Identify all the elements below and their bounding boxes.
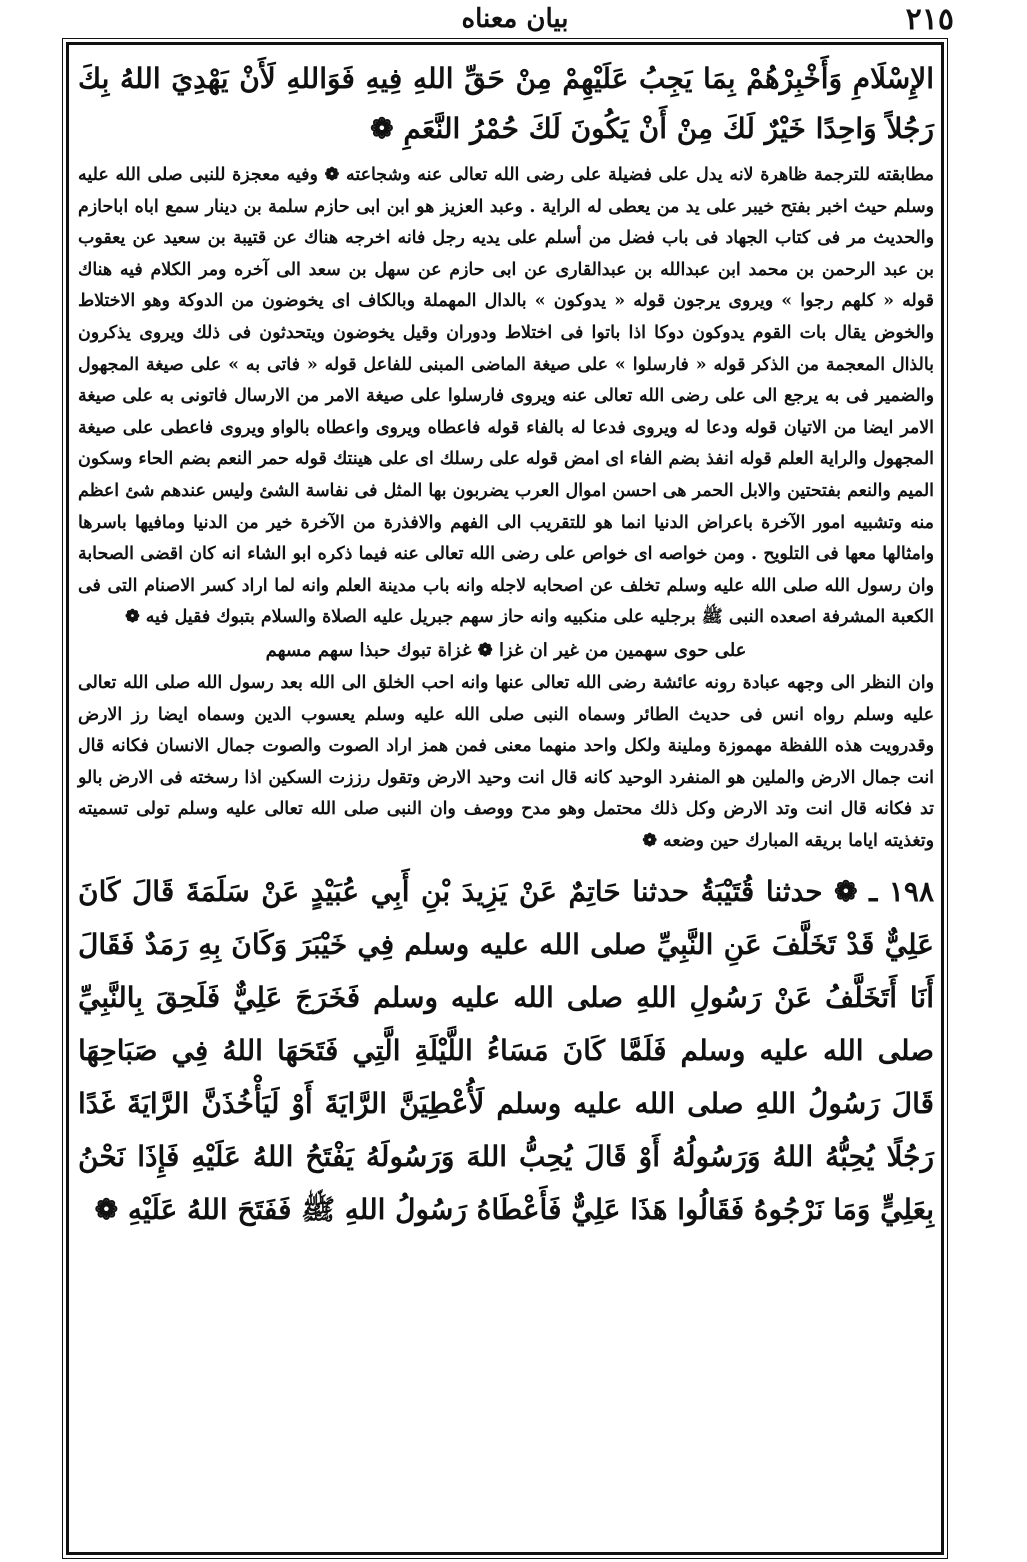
commentary-paragraph-2: وان النظر الى وجهه عبادة رونه عائشة رضى الله تعالى عنها وانه احب الخلق الى الله بعد رسول الله صلى الله تعالى عليه وسلم رواه انس فى حديث الطائر وسماه النبى صلى الله عليه وسلم يعسوب الدين وسماه ايضا رز الارض وقدرويت هذه اللفظة مهموزة وملينة ولكل واحد منهما معنى فمن همز اراد الصوت والصوت جمال الانسان فكانه قال انت جمال الارض والملين هو المنفرد الوحيد كانه قال انت وحيد الارض وتقول رززت السكين اذا رسخته فى الارض بالو تد فكانه قال انت وتد الارض وكل ذلك محتمل وهو مدح ووصف وان النبى صلى الله تعالى عليه وسلم تولى تسميته وتغذيته اياما بريقه المبارك حين وضعه ❁ (78, 672, 934, 851)
hadith-text-top: الإِسْلَامِ وَأَخْبِرْهُمْ بِمَا يَجِبُ عَلَيْهِمْ مِنْ حَقِّ اللهِ فِيهِ فَوَاللهِ لَأَنْ يَهْدِيَ اللهُ بِكَ رَجُلاً وَاحِدًا خَيْرٌ لَكَ مِنْ أَنْ يَكُونَ لَكَ حُمْرُ النَّعَمِ ❁ (78, 62, 934, 145)
page-title: بيان معناه (461, 4, 569, 34)
hadith-198-text: ١٩٨ ـ ❁ حدثنا قُتَيْبَةُ حدثنا حَاتِمٌ عَنْ يَزِيدَ بْنِ أَبِي عُبَيْدٍ عَنْ سَلَمَةَ قَالَ كَانَ عَلِيٌّ قَدْ تَخَلَّفَ عَنِ النَّبِيِّ صلى الله عليه وسلم فِي خَيْبَرَ وَكَانَ بِهِ رَمَدٌ فَقَالَ أَنَا أَتَخَلَّفُ عَنْ رَسُولِ اللهِ صلى الله عليه وسلم فَخَرَجَ عَلِيٌّ فَلَحِقَ بِالنَّبِيِّ صلى الله عليه وسلم فَلَمَّا كَانَ مَسَاءُ اللَّيْلَةِ الَّتِي فَتَحَهَا اللهُ فِي صَبَاحِهَا قَالَ رَسُولُ اللهِ صلى الله عليه وسلم لَأُعْطِيَنَّ الرَّايَةَ أَوْ لَيَأْخُذَنَّ الرَّايَةَ غَدًا رَجُلًا يُحِبُّهُ اللهُ وَرَسُولُهُ أَوْ قَالَ يُحِبُّ اللهَ وَرَسُولَهُ يَفْتَحُ اللهُ عَلَيْهِ فَإِذَا نَحْنُ بِعَلِيٍّ وَمَا نَرْجُوهُ فَقَالُوا هَذَا عَلِيٌّ فَأَعْطَاهُ رَسُولُ اللهِ ﷺ فَفَتَحَ اللهُ عَلَيْهِ ❁ (78, 875, 934, 1227)
commentary-paragraph-1: مطابقته للترجمة ظاهرة لانه يدل على فضيلة على رضى الله تعالى عنه وشجاعته ❁ وفيه معجزة للنبى صلى الله عليه وسلم حيث اخبر بفتح خيبر على يد من يعطى له الراية . وعبد العزيز هو ابن ابى حازم سلمة بن دينار سمع اباه اباحازم والحديث مر فى كتاب الجهاد فى باب فضل من أسلم على يديه رجل فانه اخرجه هناك عن قتيبة بن سعيد عن يعقوب بن عبد الرحمن بن محمد ابن عبدالله بن عبدالقارى عن ابى حازم عن سهل بن سعد الى آخره ومر الكلام فيه هناك قوله « كلهم رجوا » ويروى يرجون قوله « يدوكون » بالدال المهملة وبالكاف اى يخوضون من الدوكة وهو الاختلاط والخوض يقال بات القوم يدوكون دوكا اذا باتوا فى اختلاط ودوران وقيل يخوضون ويتحدثون فى ذلك ويروى يذكرون بالذال المعجمة من الذكر قوله « فارسلوا » على صيغة الماضى المبنى للفاعل قوله « فاتى به » على صيغة المجهول والضمير فى به يرجع الى على رضى الله تعالى عنه ويروى فارسلوا على صيغة الامر من الارسال فاتونى به على صيغة الامر ايضا من الاتيان قوله ودعا له ويروى فدعا له بالفاء قوله فاعطاه ويروى واعطاه بالواو ويروى فاعطى على صيغة المجهول والراية العلم قوله انفذ بضم الفاء اى امض قوله على رسلك اى على هينتك قوله حمر النعم بضم الحاء وسكون الميم والنعم بفتحتين والابل الحمر هى احسن اموال العرب يضربون بها المثل فى نفاسة الشئ وليس عندهم شئ اعظم منه وتشبيه امور الآخرة باعراض الدنيا انما هو للتقريب الى الفهم والافذرة من الآخرة خير من الدنيا ومافيها باسرها وامثالها معها فى التلويح . ومن خواصه اى خواص على رضى الله تعالى عنه فيما ذكره ابو الشاء انه كان اقضى الصحابة وان رسول الله صلى الله عليه وسلم تخلف عن اصحابه لاجله وانه باب مدينة العلم وانه لما اراد كسر الاصنام التى فى الكعبة المشرفة اصعده النبى ﷺ برجليه على منكبيه وانه حاز سهم جبريل عليه الصلاة والسلام بتبوك فقيل فيه ❁ (78, 165, 934, 628)
page-header (40, 2, 990, 38)
poem-verse: على حوى سهمين من غير ان غزا ❁ غزاة تبوك حبذا سهم مسهم (265, 639, 747, 661)
page-body (78, 54, 934, 1236)
page-number: ٢١٥ (905, 2, 954, 37)
